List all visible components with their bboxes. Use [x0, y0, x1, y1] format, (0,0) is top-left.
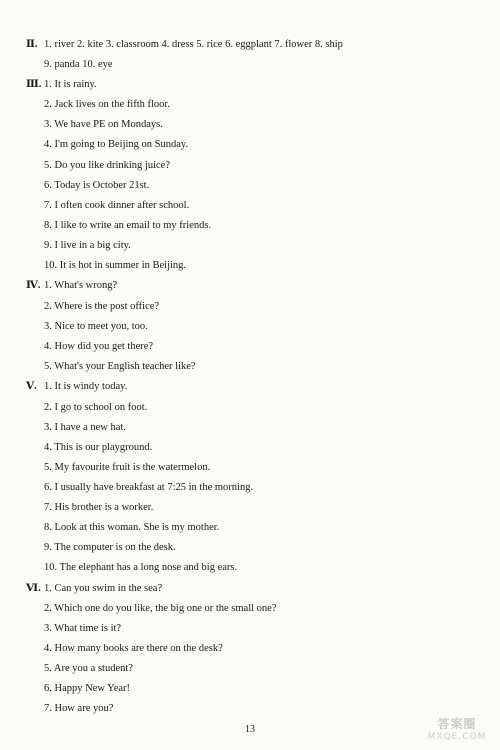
- section-5-item-6: 6. I usually have breakfast at 7:25 in the morning.: [44, 482, 254, 493]
- section-2-numeral: Ⅱ.: [26, 39, 38, 50]
- section-3-item-2: 2. Jack lives on the fifth floor.: [44, 99, 170, 110]
- section-4-item-1: 1. What's wrong?: [44, 280, 118, 291]
- watermark-top-text: 答案圈: [437, 717, 477, 731]
- section-5-item-2: 2. I go to school on foot.: [44, 402, 148, 413]
- section-5-item-4: 4. This is our playground.: [44, 442, 153, 453]
- section-4-item-5: 5. What's your English teacher like?: [44, 361, 196, 372]
- section-5-item-10: 10. The elephant has a long nose and big ears.: [44, 562, 238, 573]
- section-2-line-1: [26, 39, 343, 51]
- section-6-item-3: 3. What time is it?: [44, 623, 122, 634]
- section-2-text-1: 1. river 2. kite 3. classroom 4. dress 5. rice 6. eggplant 7. flower 8. ship: [44, 39, 343, 50]
- section-3-item-7: 7. I often cook dinner after school.: [44, 200, 190, 211]
- section-6-item-4: 4. How many books are there on the desk?: [44, 643, 223, 654]
- section-3-item-9: 9. I live in a big city.: [44, 240, 131, 251]
- section-3-item-4: 4. I'm going to Beijing on Sunday.: [44, 139, 189, 150]
- section-5-item-9: 9. The computer is on the desk.: [44, 542, 176, 553]
- section-4-item-3: 3. Nice to meet you, too.: [44, 321, 148, 332]
- section-5-numeral: Ⅴ.: [26, 381, 37, 392]
- watermark-bottom-text: MXQE.COM: [427, 732, 487, 742]
- section-5-item-8: 8. Look at this woman. She is my mother.: [44, 522, 220, 533]
- section-6-item-5: 5. Are you a student?: [44, 663, 133, 674]
- section-6-item-1: 1. Can you swim in the sea?: [44, 583, 163, 594]
- section-4-numeral: Ⅳ.: [26, 280, 41, 291]
- section-6-item-2: 2. Which one do you like, the big one or the small one?: [44, 603, 277, 614]
- section-3-line-1: [26, 79, 97, 91]
- section-6-item-7: 7. How are you?: [44, 703, 114, 714]
- section-5-item-1: 1. It is windy today.: [44, 381, 128, 392]
- section-5-item-5: 5. My favourite fruit is the watermelon.: [44, 462, 211, 473]
- section-6-numeral: Ⅵ.: [26, 583, 41, 594]
- section-3-item-1: 1. It is rainy.: [44, 79, 97, 90]
- section-3-item-8: 8. I like to write an email to my friends.: [44, 220, 212, 231]
- section-3-item-3: 3. We have PE on Mondays.: [44, 119, 163, 130]
- section-3-item-6: 6. Today is October 21st.: [44, 180, 150, 191]
- section-4-item-2: 2. Where is the post office?: [44, 301, 160, 312]
- section-3-item-10: 10. It is hot in summer in Beijing.: [44, 260, 187, 271]
- section-4-line-1: [26, 280, 117, 292]
- section-5-line-1: [26, 381, 127, 393]
- watermark-logo: [422, 718, 492, 744]
- section-6-line-1: [26, 583, 162, 595]
- section-5-item-7: 7. His brother is a worker.: [44, 502, 154, 513]
- section-4-item-4: 4. How did you get there?: [44, 341, 154, 352]
- section-6-item-6: 6. Happy New Year!: [44, 683, 131, 694]
- section-3-item-5: 5. Do you like drinking juice?: [44, 160, 170, 171]
- page-number: 13: [245, 724, 255, 735]
- section-2-line-2: 9. panda 10. eye: [44, 59, 113, 70]
- section-5-item-3: 3. I have a new hat.: [44, 422, 126, 433]
- section-3-numeral: Ⅲ.: [26, 79, 42, 90]
